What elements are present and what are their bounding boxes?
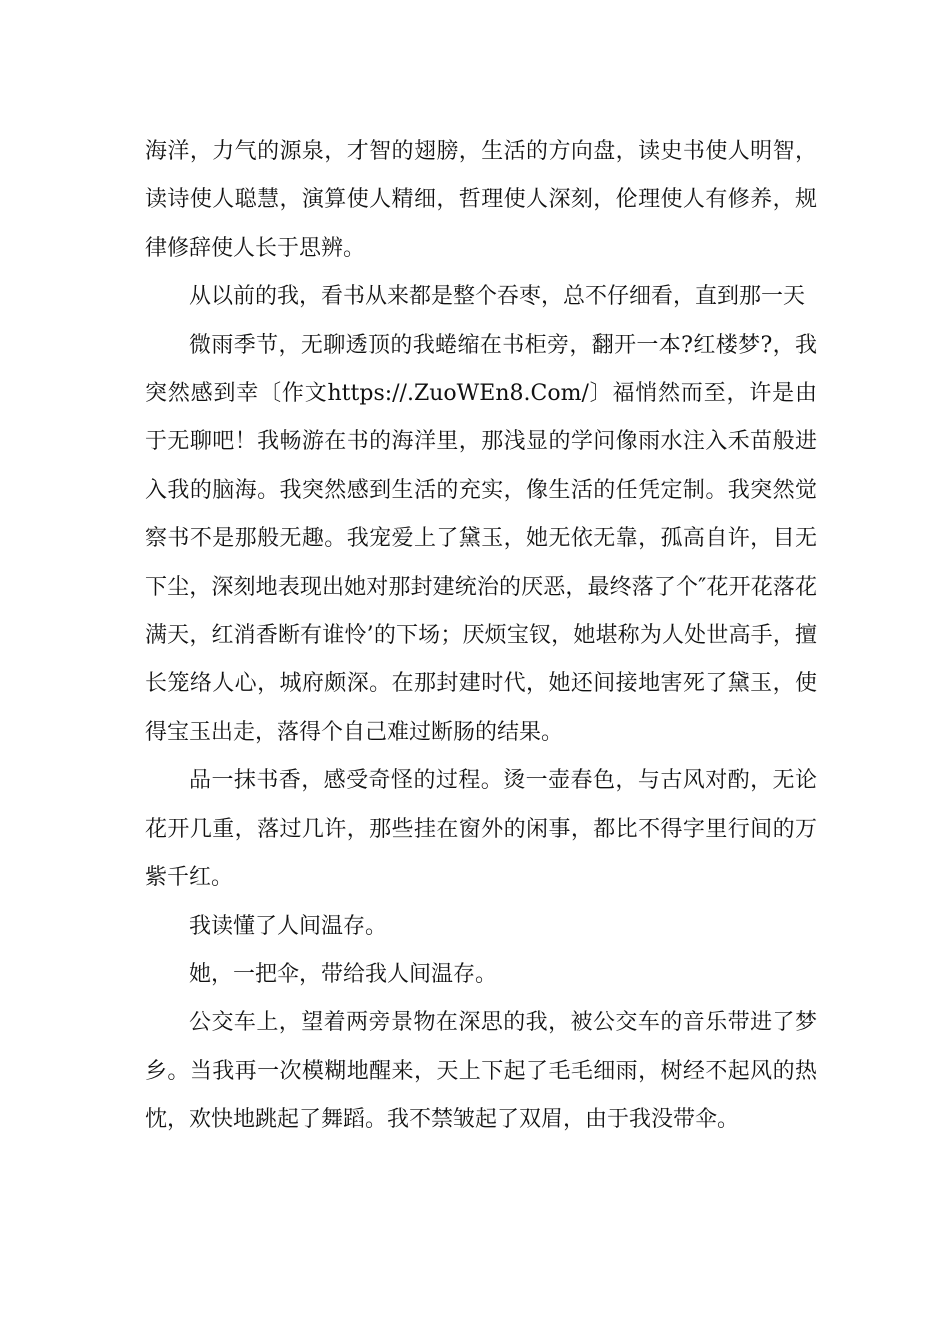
- paragraph-3: 微雨季节，无聊透顶的我蜷缩在书柜旁，翻开一本?红楼梦?，我突然感到幸〔作文https://.ZuoWEn8.Com/〕福悄然而至，许是由于无聊吧！我畅游在书的海洋里，那浅显的学问像雨水注入禾苗般进入我的脑海。我突然感到生活的充实，像生活的任凭定制。我突然觉察书不是那般无趣。我宠爱上了黛玉，她无依无靠，孤高自许，目无下尘，深刻地表现出她对那封建统治的厌恶，最终落了个″花开花落花满天，红消香断有谁怜’的下场；厌烦宝钗，她堪称为人处世高手，擅长笼络人心，城府颇深。在那封建时代，她还间接地害死了黛玉，使得宝玉出走，落得个自己难过断肠的结果。: [145, 332, 817, 745]
- paragraph-1: 海洋，力气的源泉，才智的翅膀，生活的方向盘，读史书使人明智，读诗使人聪慧，演算使人精细，哲理使人深刻，伦理使人有修养，规律修辞使人长于思辨。: [145, 139, 817, 261]
- paragraph-7: 公交车上，望着两旁景物在深思的我，被公交车的音乐带进了梦乡。当我再一次模糊地醒来，天上下起了毛毛细雨，树经不起风的热忱，欢快地跳起了舞蹈。我不禁皱起了双眉，由于我没带伞。: [145, 1010, 817, 1133]
- paragraph-5: 我读懂了人间温存。: [189, 913, 388, 939]
- document-body: [145, 128, 817, 1145]
- paragraph-6: 她，一把伞，带给我人间温存。: [189, 961, 498, 987]
- paragraph-2: 从以前的我，看书从来都是整个吞枣，总不仔细看，直到那一天: [189, 284, 806, 310]
- paragraph-4: 品一抹书香，感受奇怪的过程。烫一壶春色，与古风对酌，无论花开几重，落过几许，那些挂在窗外的闲事，都比不得字里行间的万紫千红。: [145, 768, 817, 891]
